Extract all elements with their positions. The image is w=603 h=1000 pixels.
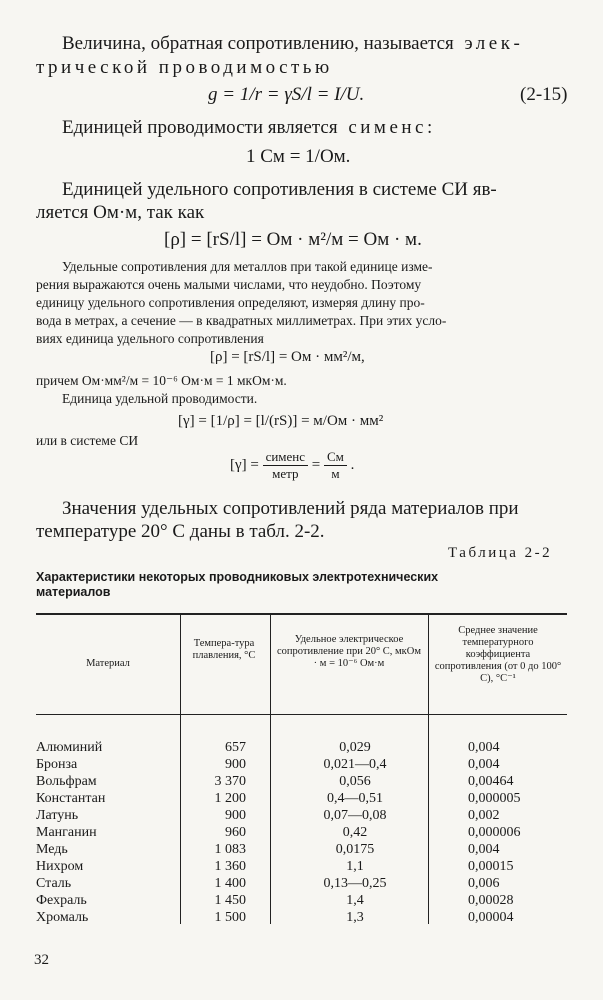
table-top-rule [36,613,567,615]
cell-material: Фехраль [36,893,87,908]
cell-melting-temp: 1 200 [214,791,246,806]
para4-line1: Удельные сопротивления для металлов при такой единице изме- [62,259,433,274]
cell-temp-coefficient: 0,000005 [468,791,521,806]
cell-material: Сталь [36,876,72,891]
cell-temp-coefficient: 0,00028 [468,893,514,908]
formula-gamma-si-end: . [350,456,355,473]
cell-melting-temp: 1 360 [214,859,246,874]
cell-melting-temp: 1 450 [214,893,246,908]
cell-resistivity: 0,4—0,51 [327,791,383,806]
cell-resistivity: 1,1 [346,859,364,874]
cell-material: Бронза [36,757,78,772]
para6: Единица удельной проводимости. [62,391,258,406]
fraction-den-metre: метр [272,466,299,481]
para5: причем Ом·мм²/м = 10⁻⁶ Ом·м = 1 мкОм·м. [36,373,287,388]
cell-temp-coefficient: 0,000006 [468,825,521,840]
fraction-siemens-per-metre [263,449,308,482]
para3-line2: ляется Ом·м, так как [36,202,205,223]
cell-melting-temp: 1 500 [214,910,246,925]
cell-temp-coefficient: 0,004 [468,740,500,755]
para3-line1: Единицей удельного сопротивления в системе СИ яв- [62,179,497,200]
cell-melting-temp: 657 [225,740,246,755]
table-header-material: Материал [86,658,130,669]
para1-line1: Величина, обратная сопротивлению, называется элек- [62,33,524,54]
cell-melting-temp: 1 400 [214,876,246,891]
para4-line3: единицу удельного сопротивления определяют, измеряя длину про- [36,295,425,310]
para1-term-part2: трической проводимостью [36,57,333,78]
cell-temp-coefficient: 0,00015 [468,859,514,874]
cell-temp-coefficient: 0,002 [468,808,500,823]
fraction-sm-per-m [324,449,347,482]
formula-rho-mm: [ρ] = [rS/l] = Ом · мм²/м, [210,349,365,365]
cell-temp-coefficient: 0,006 [468,876,500,891]
table-header-temp-coefficient: Среднее значение температурного коэффициента сопротивления (от 0 до 100° С), °С⁻¹ [434,625,562,684]
para8-line2: температуре 20° С даны в табл. 2-2. [36,521,325,542]
cell-temp-coefficient: 0,00464 [468,774,514,789]
para4-line2: рения выражаются очень малыми числами, что неудобно. Поэтому [36,277,422,292]
para2: Единицей проводимости является сименс: [62,117,436,138]
table-caption-line2: материалов [36,585,111,599]
fraction-num-sm: См [324,449,347,466]
para8-line1: Значения удельных сопротивлений ряда материалов при [62,498,519,519]
cell-resistivity: 0,056 [339,774,371,789]
cell-melting-temp: 3 370 [214,774,246,789]
formula-gamma-si-eq: = [311,456,321,473]
cell-melting-temp: 1 083 [214,842,246,857]
cell-material: Хромаль [36,910,89,925]
formula-gamma-si-lhs: [γ] = [230,456,259,473]
formula-rho-si: [ρ] = [rS/l] = Ом · м²/м = Ом · м. [164,229,422,250]
para2-term: сименс: [348,117,436,138]
formula-siemens: 1 См = 1/Ом. [246,146,351,167]
para1-term-part1: элек- [464,33,524,54]
cell-temp-coefficient: 0,00004 [468,910,514,925]
cell-resistivity: 1,3 [346,910,364,925]
cell-temp-coefficient: 0,004 [468,842,500,857]
cell-resistivity: 0,029 [339,740,371,755]
table-header-resistivity: Удельное электрическое сопротивление при 20° С, мкОм · м = 10⁻⁶ Ом·м [276,634,421,669]
formula-2-15: g = 1/r = γS/l = I/U. [208,84,365,105]
cell-resistivity: 0,13—0,25 [323,876,387,891]
table-caption-line1: Характеристики некоторых проводниковых электротехнических [36,570,439,584]
table-header-rule [36,714,567,715]
page-number: 32 [34,952,49,968]
cell-resistivity: 0,021—0,4 [323,757,387,772]
cell-material: Манганин [36,825,97,840]
para7: или в системе СИ [36,433,139,448]
cell-material: Медь [36,842,68,857]
cell-material: Константан [36,791,106,806]
cell-temp-coefficient: 0,004 [468,757,500,772]
cell-melting-temp: 960 [225,825,246,840]
cell-resistivity: 1,4 [346,893,364,908]
table-vrule-2 [270,614,271,924]
fraction-num-siemens: сименс [263,449,308,466]
cell-resistivity: 0,0175 [335,842,375,857]
cell-melting-temp: 900 [225,757,246,772]
cell-material: Нихром [36,859,84,874]
cell-melting-temp: 900 [225,808,246,823]
formula-number: (2-15) [520,84,568,105]
formula-gamma: [γ] = [1/ρ] = [l/(rS)] = м/Ом · мм² [178,413,384,429]
para4-line5: виях единица удельного сопротивления [36,331,264,346]
fraction-den-m: м [331,466,340,481]
cell-material: Латунь [36,808,79,823]
cell-resistivity: 0,42 [342,825,368,840]
cell-material: Алюминий [36,740,103,755]
table-label: Таблица 2-2 [448,545,553,561]
cell-material: Вольфрам [36,774,97,789]
table-header-melting-temp: Темпера-тура плавления, °С [192,638,256,661]
para4-line4: вода в метрах, а сечение — в квадратных миллиметрах. При этих усло- [36,313,447,328]
formula-gamma-si [230,449,354,482]
cell-resistivity: 0,07—0,08 [323,808,387,823]
